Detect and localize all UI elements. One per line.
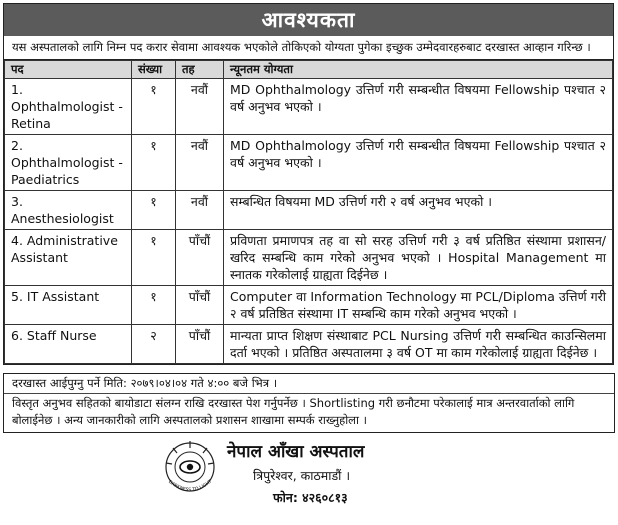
organization-name: नेपाल आँखा अस्पताल — [227, 442, 365, 462]
count-cell: २ — [132, 325, 176, 364]
qualification-cell: MD Ophthalmology उत्तिर्ण गरी सम्बन्धीत विषयमा Fellowship पश्चात २ वर्ष अनुभव भएको । — [224, 79, 613, 135]
qualification-cell: Computer वा Information Technology मा PCL/Diploma उत्तिर्ण गरी २ वर्ष प्रतिष्ठित संस्थामा IT सम्बन्धि काम गरेको अनुभव भएको । — [224, 286, 613, 325]
organization-address: त्रिपुरेश्वर, काठमाडौं । — [253, 468, 351, 483]
header-qualification: न्यूनतम योग्यता — [224, 61, 613, 79]
count-cell: १ — [132, 135, 176, 191]
level-cell: नवौं — [176, 79, 224, 135]
level-cell: पाँचौं — [176, 325, 224, 364]
notice-title: आवश्यकता — [4, 4, 613, 36]
table-row — [5, 286, 613, 325]
count-cell: १ — [132, 286, 176, 325]
post-cell: 4. Administrative Assistant — [5, 230, 132, 286]
table-row — [5, 135, 613, 191]
qualification-cell: सम्बन्धित विषयमा MD उत्तिर्ण गरी २ वर्ष अनुभव भएको । — [224, 191, 613, 230]
vacancy-table — [4, 60, 613, 364]
post-cell: 6. Staff Nurse — [5, 325, 132, 364]
intro-text: यस अस्पतालको लागि निम्न पद करार सेवामा आवश्यक भएकोले तोकिएको योग्यता पुगेका इच्छुक उम्मेदवारहरुबाट दरखास्त आव्हान गरिन्छ । — [4, 36, 613, 60]
organization-phone: फोन: ४२६०८१३ — [273, 490, 348, 505]
hospital-logo-icon — [159, 439, 221, 501]
post-cell: 1. Ophthalmologist - Retina — [5, 79, 132, 135]
count-cell: १ — [132, 230, 176, 286]
header-post: पद — [5, 61, 132, 79]
table-header-row — [5, 61, 613, 79]
level-cell: नवौं — [176, 135, 224, 191]
table-row — [5, 325, 613, 364]
post-cell: 5. IT Assistant — [5, 286, 132, 325]
level-cell: पाँचौं — [176, 286, 224, 325]
count-cell: १ — [132, 191, 176, 230]
header-level: तह — [176, 61, 224, 79]
qualification-cell: मान्यता प्राप्त शिक्षण संस्थाबाट PCL Nursing उत्तिर्ण गरी सम्बन्धित काउन्सिलमा दर्ता भएको । प्रतिष्ठित अस्पतालमा ३ वर्ष OT मा काम गरेकोलाई ग्राह्यता दिईनेछ । — [224, 325, 613, 364]
level-cell: नवौं — [176, 191, 224, 230]
footer-notes — [3, 373, 615, 433]
notice-frame — [3, 3, 614, 365]
count-cell: १ — [132, 79, 176, 135]
table-row — [5, 230, 613, 286]
organization-signature — [3, 433, 615, 525]
svg-text:DARKNESS TO LIGHT: DARKNESS TO LIGHT — [167, 479, 214, 494]
table-row — [5, 191, 613, 230]
qualification-cell: MD Ophthalmology उत्तिर्ण गरी सम्बन्धीत विषयमा Fellowship पश्चात २ वर्ष अनुभव भएको । — [224, 135, 613, 191]
details-text: विस्तृत अनुभव सहितको बायोडाटा संलग्न राखि दरखास्त पेश गर्नुपर्नेछ । Shortlisting गरी छनौटमा परेकालाई मात्र अन्तरवार्ताको लागि बोलाईनेछ । अन्य जानकारीको लागि अस्पतालको प्रशासन शाखामा सम्पर्क राख्नुहोला । — [4, 393, 614, 432]
deadline-text: दरखास्त आईपुग्नु पर्ने मिति: २०७९।०४।०४ गते ४:०० बजे भित्र । — [4, 373, 614, 393]
table-row — [5, 79, 613, 135]
qualification-cell: प्रविणता प्रमाणपत्र तह वा सो सरह उत्तिर्ण गरी ३ वर्ष प्रतिष्ठित संस्थामा प्रशासन/खरिद सम्बन्धि काम गरेको अनुभव भएको । Hospital Management मा स्नातक गरेकोलाई ग्राह्यता दिईनेछ । — [224, 230, 613, 286]
post-cell: 2. Ophthalmologist - Paediatrics — [5, 135, 132, 191]
post-cell: 3. Anesthesiologist — [5, 191, 132, 230]
header-count: संख्या — [132, 61, 176, 79]
level-cell: पाँचौं — [176, 230, 224, 286]
